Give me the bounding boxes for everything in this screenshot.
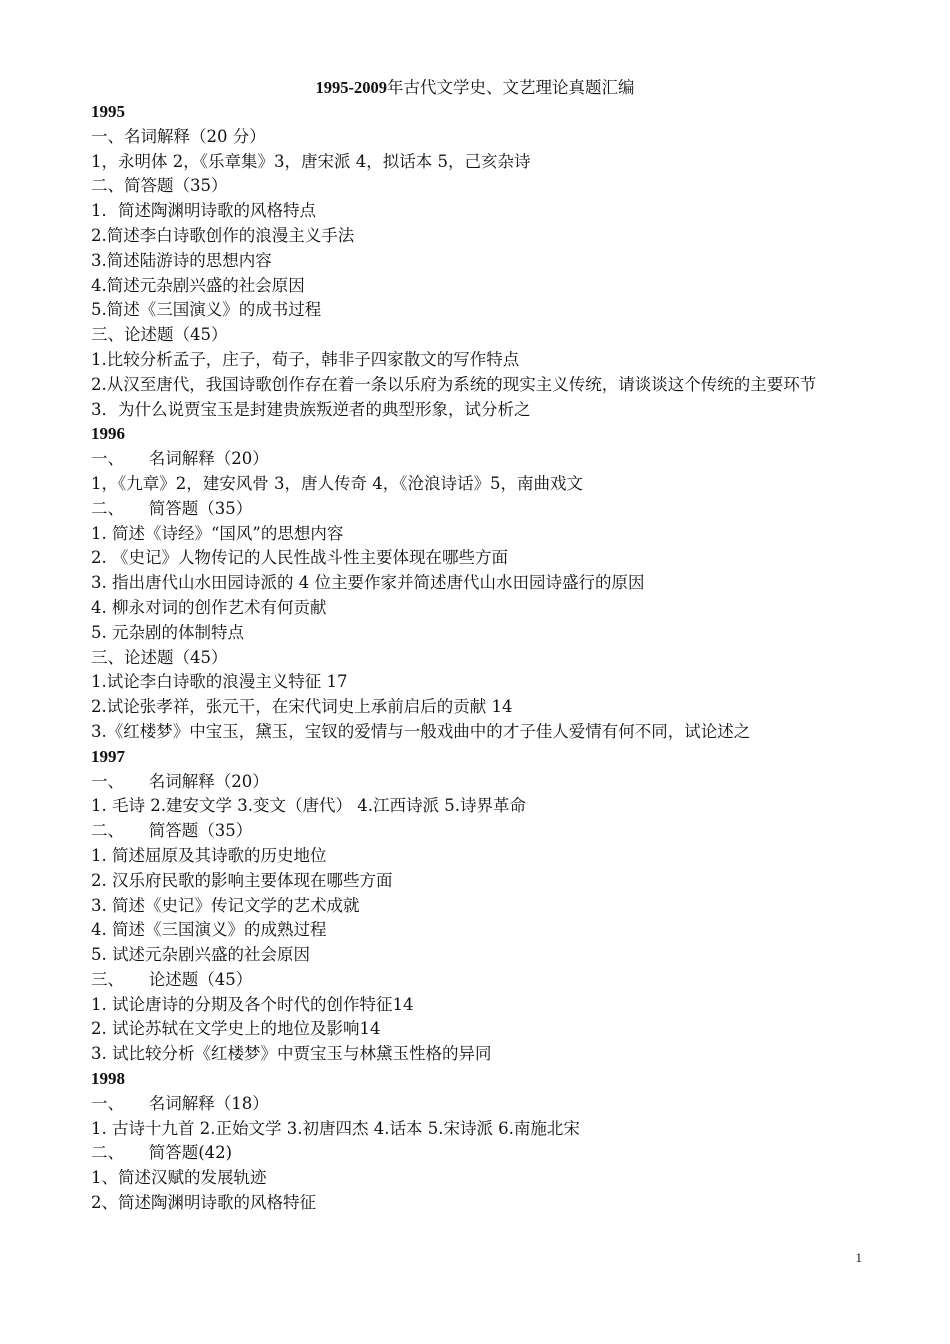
text-line: 一、名词解释（20 分）: [91, 126, 266, 146]
text-line: 1. 简述《诗经》“国风”的思想内容: [91, 523, 344, 543]
text-line: 3.简述陆游诗的思想内容: [91, 250, 272, 270]
text-line: 1.试论李白诗歌的浪漫主义特征 17: [91, 672, 348, 692]
text-line: 2. 试论苏轼在文学史上的地位及影响14: [91, 1019, 381, 1039]
text-line: 1. 简述屈原及其诗歌的历史地位: [91, 845, 327, 865]
text-line: 1，《九章》2，建安风骨 3，唐人传奇 4，《沧浪诗话》5，南曲戏文: [91, 473, 583, 493]
text-line: 1. 古诗十九首 2.正始文学 3.初唐四杰 4.话本 5.宋诗派 6.南施北宋: [91, 1118, 580, 1138]
text-line: 5. 试述元杂剧兴盛的社会原因: [91, 945, 310, 965]
text-line: 1．简述陶渊明诗歌的风格特点: [91, 201, 316, 221]
text-line: 2. 《史记》人物传记的人民性战斗性主要体现在哪些方面: [91, 548, 508, 568]
document-body: [91, 100, 871, 1216]
year-heading: 1998: [91, 1069, 125, 1089]
year-heading: 1997: [91, 746, 125, 766]
text-line: 2.简述李白诗歌创作的浪漫主义手法: [91, 225, 355, 245]
text-line: 二、 简答题（35）: [91, 498, 253, 518]
text-line: 1. 试论唐诗的分期及各个时代的创作特征14: [91, 994, 414, 1014]
text-line: 2、简述陶渊明诗歌的风格特征: [91, 1193, 316, 1213]
text-line: 二、 简答题(42): [91, 1143, 233, 1163]
text-line: 二、 简答题（35）: [91, 821, 253, 841]
text-line: 3. 指出唐代山水田园诗派的 4 位主要作家并简述唐代山水田园诗盛行的原因: [91, 573, 645, 593]
text-line: 1.比较分析孟子，庄子，荀子，韩非子四家散文的写作特点: [91, 349, 520, 369]
text-line: 4. 柳永对词的创作艺术有何贡献: [91, 597, 327, 617]
text-line: 一、 名词解释（18）: [91, 1093, 269, 1113]
page-number: 1: [855, 1250, 862, 1265]
document-title: [0, 76, 950, 100]
text-line: 三、论述题（45）: [91, 647, 228, 667]
text-line: 1、简述汉赋的发展轨迹: [91, 1168, 267, 1188]
text-line: 5.简述《三国演义》的成书过程: [91, 300, 322, 320]
title-years: 1995-2009: [315, 78, 387, 97]
year-heading: 1996: [91, 424, 125, 444]
text-line: 2. 汉乐府民歌的影响主要体现在哪些方面: [91, 870, 393, 890]
text-line: 3. 试比较分析《红楼梦》中贾宝玉与林黛玉性格的异同: [91, 1044, 492, 1064]
text-line: 三、 论述题（45）: [91, 969, 253, 989]
text-line: 2.从汉至唐代，我国诗歌创作存在着一条以乐府为系统的现实主义传统，请谈谈这个传统的主要环节: [91, 374, 817, 394]
text-line: 一、 名词解释（20）: [91, 771, 269, 791]
text-line: 4.简述元杂剧兴盛的社会原因: [91, 275, 305, 295]
text-line: 3. 简述《史记》传记文学的艺术成就: [91, 895, 360, 915]
text-line: 3．为什么说贾宝玉是封建贵族叛逆者的典型形象，试分析之: [91, 399, 531, 419]
text-line: 5. 元杂剧的体制特点: [91, 622, 244, 642]
text-line: 4. 简述《三国演义》的成熟过程: [91, 920, 327, 940]
text-line: 一、 名词解释（20）: [91, 449, 269, 469]
text-line: 1. 毛诗 2.建安文学 3.变文（唐代） 4.江西诗派 5.诗界革命: [91, 796, 526, 816]
text-line: 二、简答题（35）: [91, 176, 228, 196]
text-line: 三、论述题（45）: [91, 325, 228, 345]
text-line: 1，永明体 2，《乐章集》3，唐宋派 4，拟话本 5，己亥杂诗: [91, 151, 531, 171]
year-heading: 1995: [91, 102, 125, 121]
title-text: 年古代文学史、文艺理论真题汇编: [387, 78, 635, 97]
text-line: 3.《红楼梦》中宝玉，黛玉，宝钗的爱情与一般戏曲中的才子佳人爱情有何不同，试论述之: [91, 721, 751, 741]
text-line: 2.试论张孝祥，张元干，在宋代词史上承前启后的贡献 14: [91, 697, 513, 717]
